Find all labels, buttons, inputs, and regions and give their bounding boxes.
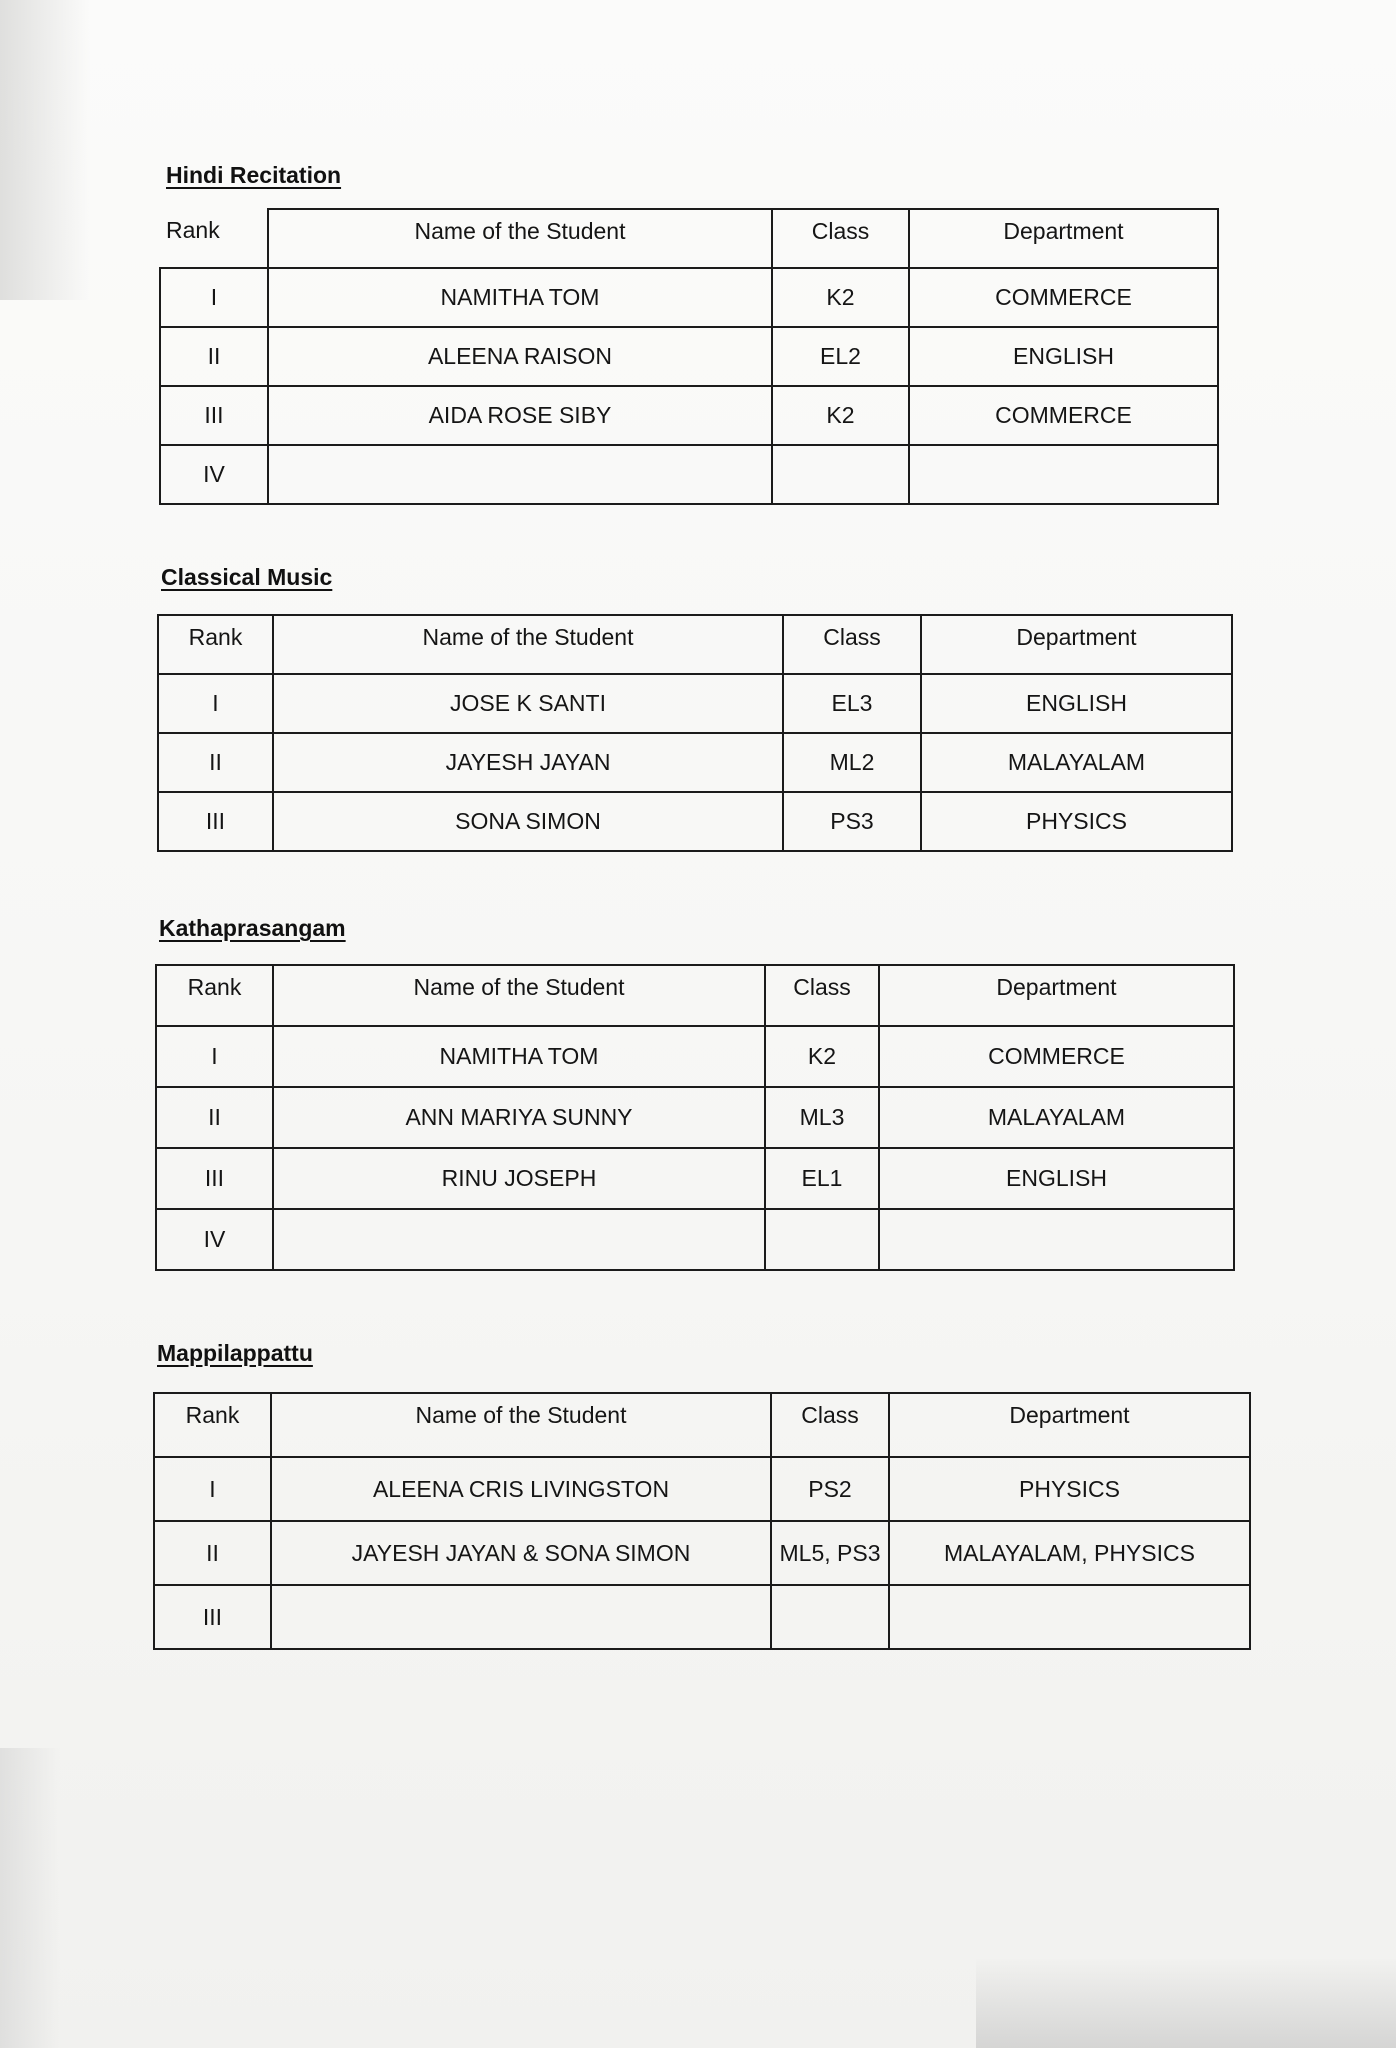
student-name-cell: JAYESH JAYAN <box>273 733 783 792</box>
section-title-kathaprasangam: Kathaprasangam <box>159 915 346 941</box>
paper-shadow-bottom-left <box>0 1748 60 2048</box>
rank-cell: II <box>158 733 273 792</box>
class-cell: PS2 <box>771 1457 889 1521</box>
paper-shadow-bottom-right <box>976 1958 1396 2048</box>
department-cell: MALAYALAM, PHYSICS <box>889 1521 1250 1585</box>
student-name-cell <box>268 445 772 504</box>
department-cell <box>909 445 1218 504</box>
table-row <box>156 1026 1234 1087</box>
department-cell: COMMERCE <box>909 268 1218 327</box>
table-row <box>156 1148 1234 1209</box>
department-cell: PHYSICS <box>889 1457 1250 1521</box>
section-title-hindi-recitation: Hindi Recitation <box>166 162 342 188</box>
student-name-cell <box>271 1585 771 1649</box>
column-header-name: Name of the Student <box>271 1393 771 1457</box>
class-cell: EL1 <box>765 1148 879 1209</box>
section-title-mappilappattu: Mappilappattu <box>157 1340 313 1366</box>
results-table-kathaprasangam <box>155 964 1235 1271</box>
rank-cell: I <box>154 1457 271 1521</box>
class-cell <box>765 1209 879 1270</box>
rank-cell: II <box>156 1087 273 1148</box>
column-header-class: Class <box>771 1393 889 1457</box>
table-row <box>154 1521 1250 1585</box>
table-row <box>154 1585 1250 1649</box>
table-header-row <box>160 209 1218 268</box>
student-name-cell: SONA SIMON <box>273 792 783 851</box>
student-name-cell: AIDA ROSE SIBY <box>268 386 772 445</box>
table-row <box>158 674 1232 733</box>
department-cell: COMMERCE <box>879 1026 1234 1087</box>
student-name-cell: NAMITHA TOM <box>273 1026 765 1087</box>
rank-cell: II <box>154 1521 271 1585</box>
rank-cell: III <box>156 1148 273 1209</box>
department-cell: COMMERCE <box>909 386 1218 445</box>
class-cell <box>772 445 909 504</box>
student-name-cell: RINU JOSEPH <box>273 1148 765 1209</box>
table-row <box>160 268 1218 327</box>
student-name-cell: ALEENA RAISON <box>268 327 772 386</box>
class-cell: K2 <box>772 386 909 445</box>
student-name-cell <box>273 1209 765 1270</box>
class-cell: K2 <box>772 268 909 327</box>
column-header-department: Department <box>921 615 1232 674</box>
table-row <box>156 1087 1234 1148</box>
class-cell: PS3 <box>783 792 921 851</box>
department-cell: ENGLISH <box>879 1148 1234 1209</box>
column-header-rank: Rank <box>154 1393 271 1457</box>
table-row <box>158 733 1232 792</box>
rank-cell: III <box>158 792 273 851</box>
student-name-cell: JOSE K SANTI <box>273 674 783 733</box>
department-cell: MALAYALAM <box>921 733 1232 792</box>
class-cell: ML2 <box>783 733 921 792</box>
column-header-rank: Rank <box>158 615 273 674</box>
column-header-department: Department <box>909 209 1218 268</box>
table-row <box>160 386 1218 445</box>
section-title-classical-music: Classical Music <box>161 564 333 590</box>
class-cell <box>771 1585 889 1649</box>
table-row <box>154 1457 1250 1521</box>
rank-cell: IV <box>160 445 268 504</box>
class-cell: EL3 <box>783 674 921 733</box>
department-cell: ENGLISH <box>921 674 1232 733</box>
rank-cell: IV <box>156 1209 273 1270</box>
department-cell <box>879 1209 1234 1270</box>
results-table-mappilappattu <box>153 1392 1251 1650</box>
class-cell: K2 <box>765 1026 879 1087</box>
table-row <box>156 1209 1234 1270</box>
rank-cell: I <box>158 674 273 733</box>
student-name-cell: JAYESH JAYAN & SONA SIMON <box>271 1521 771 1585</box>
department-cell <box>889 1585 1250 1649</box>
class-cell: ML3 <box>765 1087 879 1148</box>
table-row <box>160 327 1218 386</box>
paper-shadow-left <box>0 0 90 300</box>
column-header-rank: Rank <box>156 965 273 1026</box>
rank-cell: III <box>160 386 268 445</box>
rank-cell: I <box>160 268 268 327</box>
column-header-class: Class <box>783 615 921 674</box>
table-header-row <box>158 615 1232 674</box>
column-header-name: Name of the Student <box>273 965 765 1026</box>
table-row <box>160 445 1218 504</box>
department-cell: MALAYALAM <box>879 1087 1234 1148</box>
rank-cell: III <box>154 1585 271 1649</box>
column-header-department: Department <box>889 1393 1250 1457</box>
department-cell: ENGLISH <box>909 327 1218 386</box>
table-header-row <box>156 965 1234 1026</box>
student-name-cell: NAMITHA TOM <box>268 268 772 327</box>
rank-cell: II <box>160 327 268 386</box>
results-table-classical-music <box>157 614 1233 852</box>
results-table-hindi-recitation <box>159 208 1219 505</box>
table-row <box>158 792 1232 851</box>
column-header-rank: Rank <box>160 209 268 268</box>
column-header-name: Name of the Student <box>268 209 772 268</box>
class-cell: ML5, PS3 <box>771 1521 889 1585</box>
class-cell: EL2 <box>772 327 909 386</box>
table-header-row <box>154 1393 1250 1457</box>
column-header-name: Name of the Student <box>273 615 783 674</box>
rank-cell: I <box>156 1026 273 1087</box>
student-name-cell: ALEENA CRIS LIVINGSTON <box>271 1457 771 1521</box>
student-name-cell: ANN MARIYA SUNNY <box>273 1087 765 1148</box>
column-header-department: Department <box>879 965 1234 1026</box>
department-cell: PHYSICS <box>921 792 1232 851</box>
column-header-class: Class <box>772 209 909 268</box>
column-header-class: Class <box>765 965 879 1026</box>
